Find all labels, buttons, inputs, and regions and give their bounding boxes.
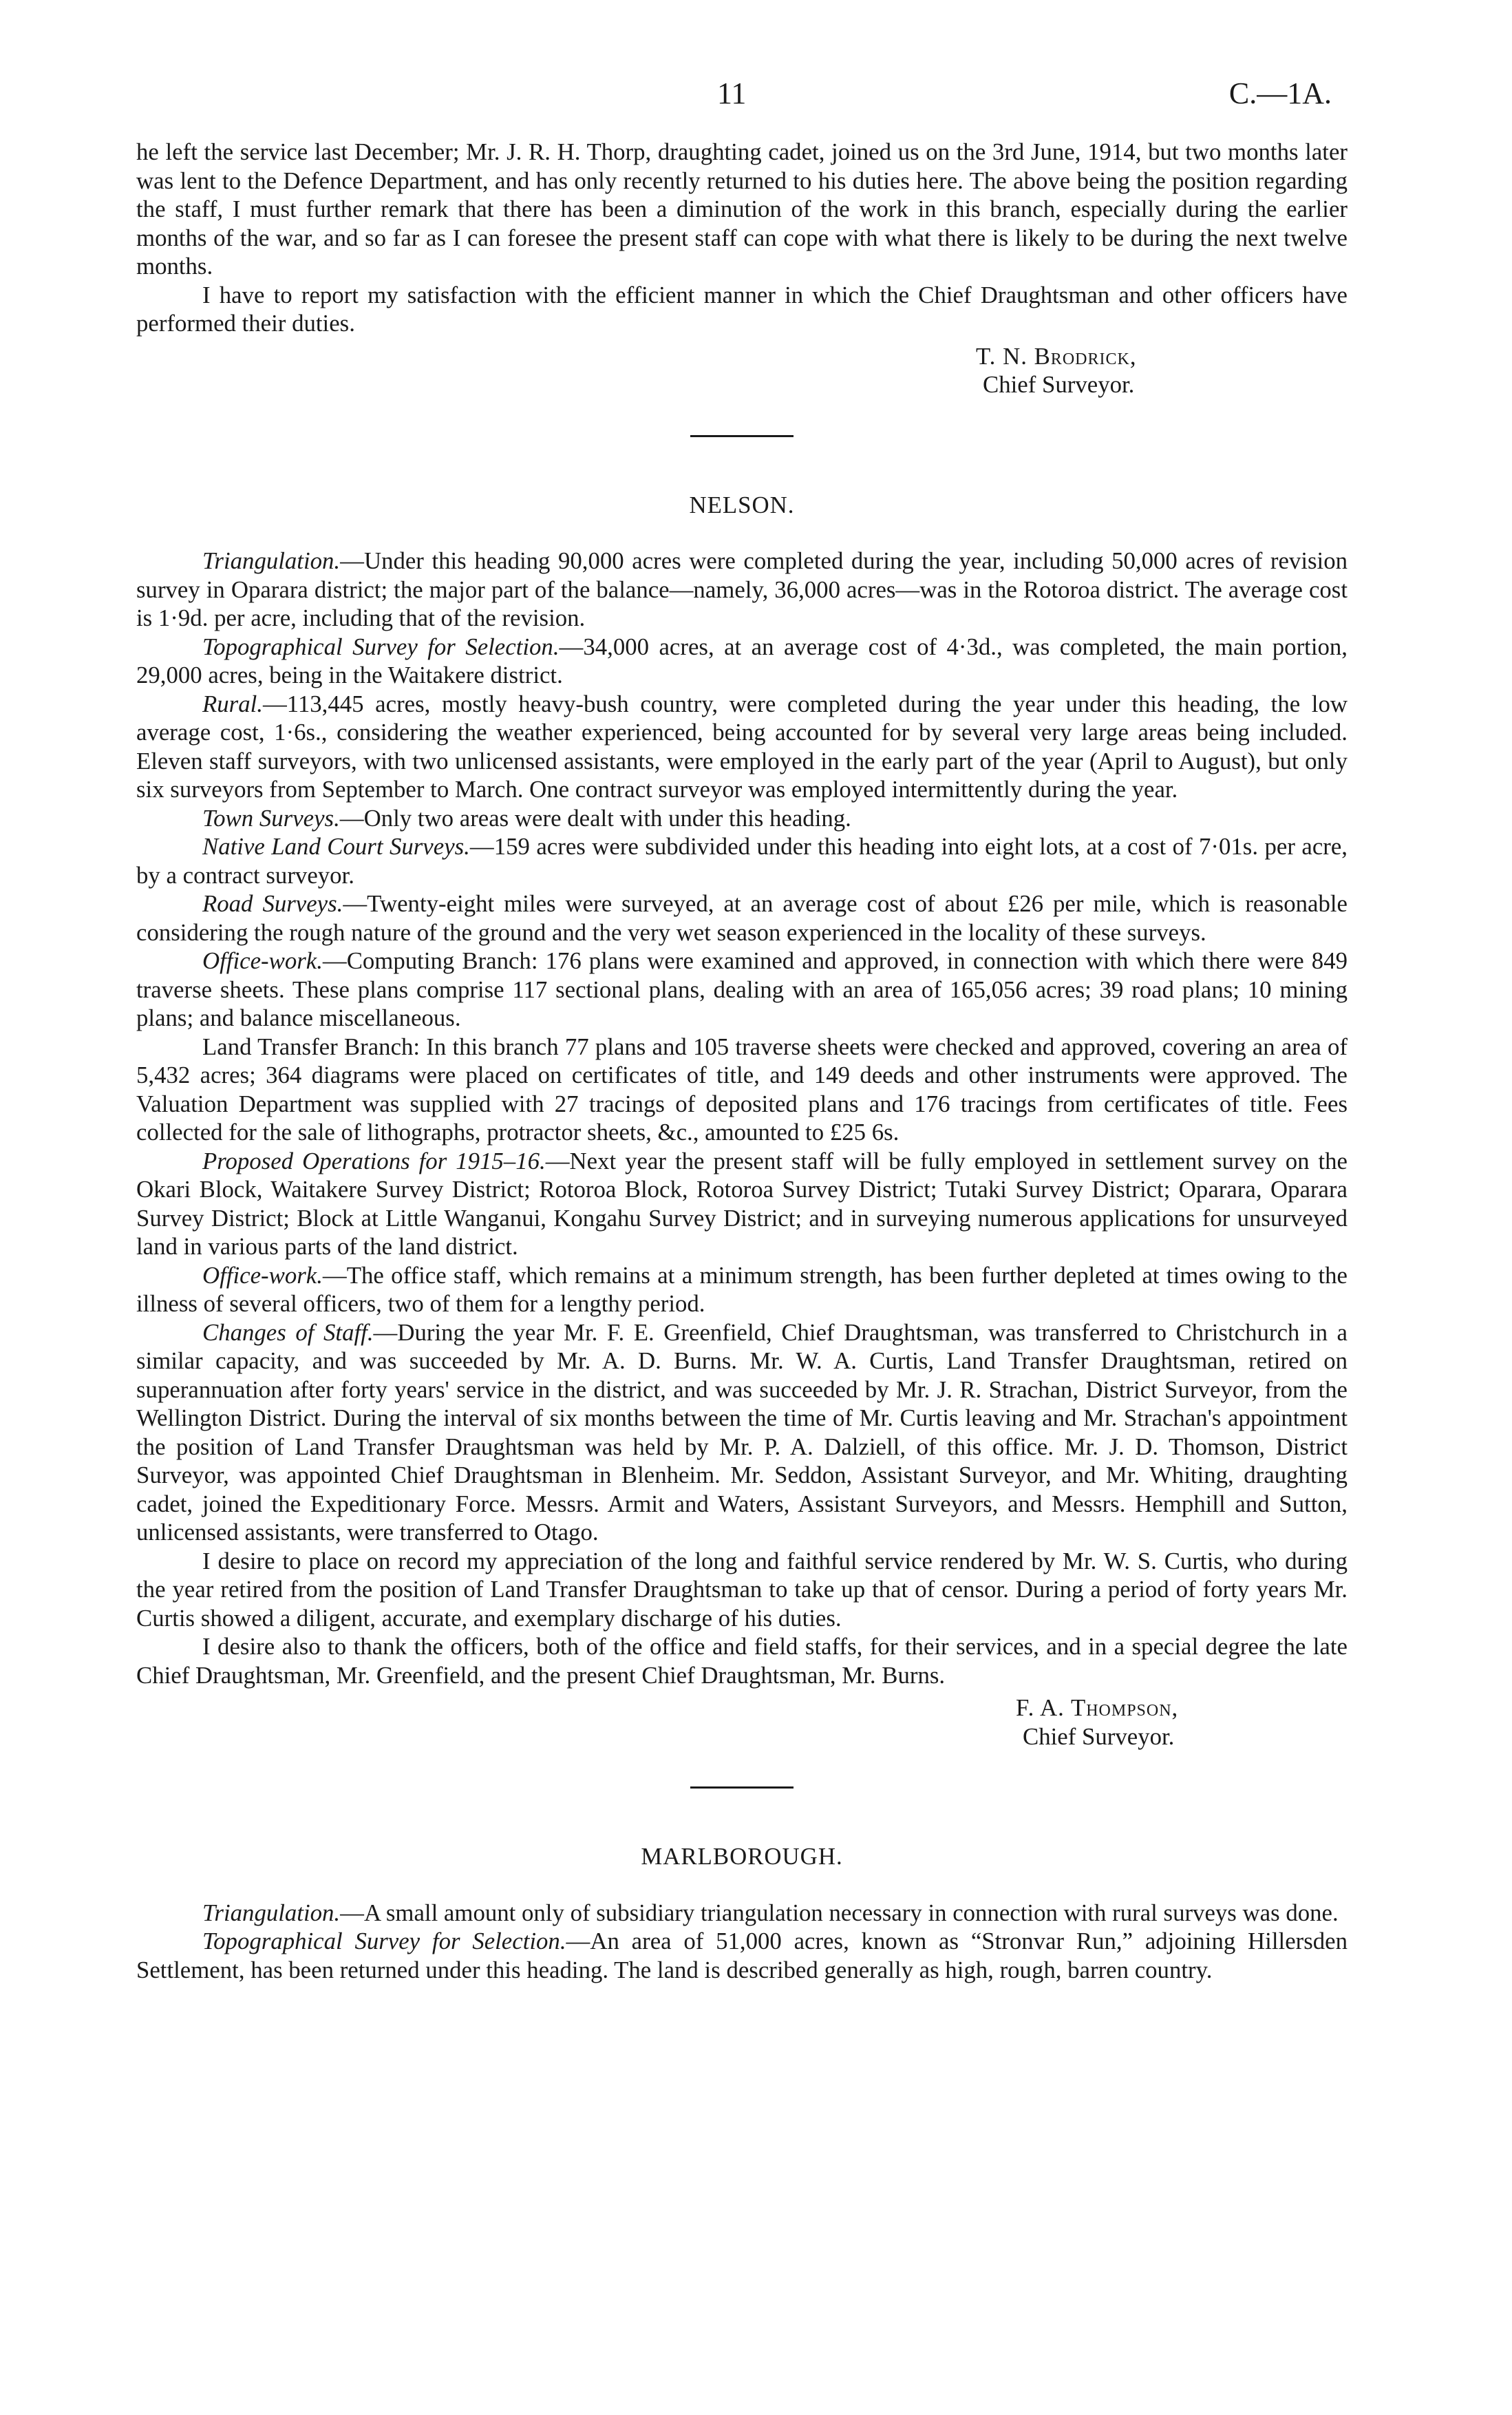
paragraph-text: —113,445 acres, mostly heavy-bush country, were completed during the year under this heading, the low average cost, 1·6s., considering the weather experienced, being accounted for by several very large areas being included. Eleven staff surveyors, with two unlicensed assistants, were employed in the early part of the year (April to August), but only six surveyors from September to March. One contract surveyor was employed intermittently during the year.: [136, 690, 1348, 803]
signature-title: Chief Surveyor.: [983, 371, 1135, 398]
nelson-proposed-operations: [136, 1147, 1348, 1261]
paragraph-text: —Under this heading 90,000 acres were completed during the year, including 50,000 acres of revision survey in Oparara district; the major part of the balance—namely, 36,000 acres—was in the Rotoroa district. The average cost is 1·9d. per acre, including that of the revision.: [136, 547, 1348, 631]
paragraph-label: Rural.: [202, 690, 263, 717]
signature-title: Chief Surveyor.: [1023, 1722, 1175, 1750]
paragraph-label: Road Surveys.: [202, 890, 343, 917]
marlborough-topographical: [136, 1927, 1348, 1984]
paragraph-text: —159 acres were subdivided under this heading into eight lots, at a cost of 7·01s. per acre, by a contract surveyor.: [136, 833, 1348, 889]
paragraph-label: Triangulation.: [202, 547, 341, 574]
paragraph-text: —During the year Mr. F. E. Greenfield, Chief Draughtsman, was transferred to Christchurch in a similar capacity, and was succeeded by Mr. A. D. Burns. Mr. W. A. Curtis, Land Transfer Draughtsman, retired on superannuation after forty years' service in the district, and was succeeded by Mr. J. R. Strachan, District Surveyor, from the Wellington District. During the interval of six months between the time of Mr. Curtis leaving and Mr. Strachan's appointment the position of Land Transfer Draughtsman was held by Mr. P. A. Dalziell, of this office. Mr. J. D. Thomson, District Surveyor, was appointed Chief Draughtsman in Blenheim. Mr. Seddon, Assistant Surveyor, and Mr. Whiting, draughting cadet, joined the Expeditionary Force. Messrs. Armit and Waters, Assistant Surveyors, and Messrs. Hemphill and Sutton, unlicensed assistants, were transferred to Otago.: [136, 1318, 1348, 1546]
section-divider: [690, 435, 794, 437]
section-heading-marlborough: MARLBOROUGH.: [641, 1843, 843, 1870]
nelson-road-surveys: [136, 889, 1348, 947]
signature-name: F. A. Thompson,: [1016, 1694, 1179, 1721]
nelson-triangulation: [136, 547, 1348, 633]
section-heading-nelson: NELSON.: [689, 491, 795, 518]
intro-paragraph-2: I have to report my satisfaction with the efficient manner in which the Chief Draughtsman and other officers have performed their duties.: [136, 281, 1348, 337]
nelson-town-surveys: [136, 804, 1348, 833]
paragraph-label: Native Land Court Surveys.: [202, 833, 470, 860]
page-header: [0, 76, 1512, 117]
paragraph-text: —A small amount only of subsidiary triangulation necessary in connection with rural surveys was done.: [340, 1899, 1339, 1926]
paragraph-text: —Next year the present staff will be fully employed in settlement survey on the Okari Block, Waitakere Survey District; Rotoroa Block, Rotoroa Survey District; Tutaki Survey District; Oparara, Oparara Survey District; Block at Little Wanganui, Kongahu Survey District; and in surveying numerous applications for unsurveyed land in various parts of the land district.: [136, 1147, 1348, 1260]
paragraph-label: Office-work.: [202, 947, 323, 974]
paragraph-label: Changes of Staff.: [202, 1318, 374, 1346]
document-reference: C.—1A.: [1228, 76, 1332, 110]
nelson-changes-of-staff: [136, 1318, 1348, 1547]
signature-brodrick: [976, 342, 1348, 399]
paragraph-label: Office-work.: [202, 1261, 323, 1289]
paragraph-text: —34,000 acres, at an average cost of 4·3d., was completed, the main portion, 29,000 acres, being in the Waitakere district.: [136, 633, 1348, 688]
paragraph-text: —An area of 51,000 acres, known as “Stronvar Run,” adjoining Hillersden Settlement, has been returned under this heading. The land is described generally as high, rough, barren country.: [136, 1928, 1348, 1983]
nelson-thanks: I desire also to thank the officers, both of the office and field staffs, for their services, and in a special degree the late Chief Draughtsman, Mr. Greenfield, and the present Chief Draughtsman, Mr. Burns.: [136, 1633, 1348, 1689]
nelson-rural: [136, 690, 1348, 804]
paragraph-label: Triangulation.: [202, 1899, 341, 1926]
paragraph-text: —The office staff, which remains at a minimum strength, has been further depleted at times owing to the illness of several officers, two of them for a lengthy period.: [136, 1261, 1348, 1317]
nelson-land-transfer: Land Transfer Branch: In this branch 77 plans and 105 traverse sheets were checked and approved, covering an area of 5,432 acres; 364 diagrams were placed on certificates of title, and 149 deeds and other instruments were approved. The Valuation Department was supplied with 27 tracings of deposited plans and 176 tracings from certificates of title. Fees collected for the sale of lithographs, protractor sheets, &c., amounted to £25 6s.: [136, 1033, 1348, 1146]
document-body: [136, 138, 1348, 1984]
signature-name: T. N. Brodrick,: [976, 342, 1137, 370]
nelson-native-land-court: [136, 832, 1348, 889]
paragraph-text: —Twenty-eight miles were surveyed, at an average cost of about £26 per mile, which is reasonable considering the rough nature of the ground and the very wet season experienced in the locality of these surveys.: [136, 890, 1348, 946]
nelson-topographical: [136, 633, 1348, 690]
nelson-office-work: [136, 947, 1348, 1033]
paragraph-text: —Computing Branch: 176 plans were examined and approved, in connection with which there were 849 traverse sheets. These plans comprise 117 sectional plans, dealing with an area of 165,056 acres; 39 road plans; 10 mining plans; and balance miscellaneous.: [136, 947, 1348, 1031]
paragraph-label: Town Surveys.: [202, 804, 340, 832]
paragraph-label: Proposed Operations for 1915–16.: [202, 1147, 546, 1174]
marlborough-triangulation: [136, 1899, 1348, 1928]
paragraph-label: Topographical Survey for Selection.: [202, 633, 560, 660]
paragraph-text: —Only two areas were dealt with under this heading.: [339, 804, 851, 832]
page-number: 11: [717, 76, 747, 110]
nelson-office-staff: [136, 1261, 1348, 1318]
intro-paragraph-1: he left the service last December; Mr. J. R. H. Thorp, draughting cadet, joined us on the 3rd June, 1914, but two months later was lent to the Defence Department, and has only recently returned to his duties here. The above being the position regarding the staff, I must further remark that there has been a diminution of the work in this branch, especially during the earlier months of the war, and so far as I can foresee the present staff can cope with what there is likely to be during the next twelve months.: [136, 138, 1348, 280]
nelson-appreciation: I desire to place on record my appreciation of the long and faithful service rendered by Mr. W. S. Curtis, who during the year retired from the position of Land Transfer Draughtsman to take up that of censor. During a period of forty years Mr. Curtis showed a diligent, accurate, and exemplary discharge of his duties.: [136, 1547, 1348, 1632]
signature-thompson: [1016, 1694, 1348, 1751]
section-divider: [690, 1786, 794, 1789]
paragraph-label: Topographical Survey for Selection.: [202, 1928, 566, 1954]
